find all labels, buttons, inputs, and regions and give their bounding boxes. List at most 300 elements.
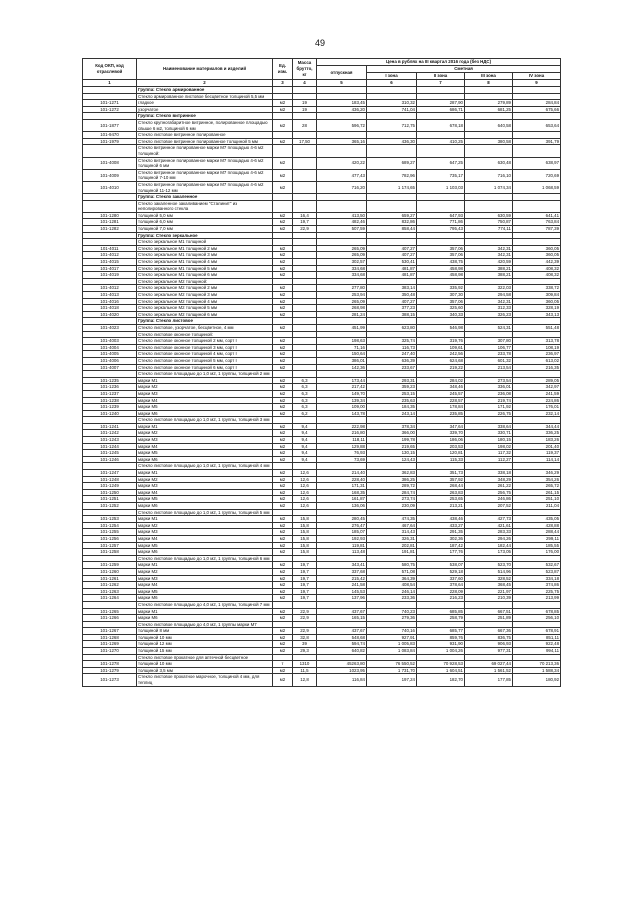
row-code: 101-1251: [83, 496, 137, 503]
row-price-zone-4: 201,40: [513, 443, 561, 450]
row-code: [83, 87, 137, 94]
row-name: Стекло зеркальное М1 толщиной 4 мм: [137, 259, 273, 266]
row-unit: м2: [273, 384, 293, 391]
row-unit: м2: [273, 648, 293, 655]
row-price-release: 136,06: [317, 503, 367, 510]
row-unit: м2: [273, 529, 293, 536]
row-price-zone-4: 360,05: [513, 245, 561, 252]
table-row: [83, 628, 561, 635]
row-mass: [293, 338, 317, 345]
row-price-release: 437,67: [317, 628, 367, 635]
row-price-zone-4: 338,72: [513, 285, 561, 292]
row-mass: 39: [293, 641, 317, 648]
row-price-zone-3: 171,92: [465, 404, 513, 411]
row-mass: [293, 351, 317, 358]
row-unit: [273, 463, 293, 470]
row-code: 101-1269: [83, 641, 137, 648]
row-unit: м2: [273, 496, 293, 503]
table-row: [83, 535, 561, 542]
row-name: Стекло витринное полированное марки М7 площадью 4-6 м2 толщиной 11-12 мм: [137, 181, 273, 193]
row-price-zone-3: [465, 278, 513, 285]
row-name: марки М4: [137, 489, 273, 496]
row-price-release: 451,99: [317, 324, 367, 331]
row-unit: [273, 132, 293, 139]
row-price-release: 1023,95: [317, 667, 367, 674]
row-price-zone-1: [367, 194, 417, 201]
row-price-zone-1: 230,09: [367, 503, 417, 510]
row-code: 101-4006: [83, 357, 137, 364]
row-code: 101-1250: [83, 489, 137, 496]
row-mass: 15,8: [293, 542, 317, 549]
table-row: [83, 265, 561, 272]
row-price-release: [317, 132, 367, 139]
row-price-zone-2: [417, 278, 465, 285]
row-price-zone-4: 213,99: [513, 595, 561, 602]
row-mass: [293, 298, 317, 305]
row-mass: [293, 331, 317, 338]
row-price-zone-2: 109,61: [417, 344, 465, 351]
row-code: 101-1235: [83, 377, 137, 384]
row-price-zone-2: 410,25: [417, 138, 465, 145]
row-price-zone-4: 211,04: [513, 503, 561, 510]
row-price-zone-3: 524,31: [465, 324, 513, 331]
row-code: 101-4005: [83, 351, 137, 358]
row-price-zone-4: 1 068,59: [513, 181, 561, 193]
row-price-zone-4: 108,19: [513, 344, 561, 351]
table-row: [83, 331, 561, 338]
row-price-zone-1: 233,67: [367, 364, 417, 371]
row-unit: [273, 194, 293, 201]
row-price-zone-1: [367, 654, 417, 661]
row-price-zone-1: 243,14: [367, 410, 417, 417]
row-price-zone-4: 344,44: [513, 423, 561, 430]
row-name: марки М2: [137, 568, 273, 575]
row-mass: 19,7: [293, 582, 317, 589]
row-price-zone-3: 180,15: [465, 437, 513, 444]
row-price-zone-3: 348,29: [465, 476, 513, 483]
row-mass: [293, 245, 317, 252]
row-unit: м2: [273, 615, 293, 622]
table-row: [83, 226, 561, 233]
row-price-zone-1: [367, 331, 417, 338]
row-price-zone-2: [417, 654, 465, 661]
row-code: [83, 509, 137, 516]
row-price-zone-3: [465, 509, 513, 516]
row-name: марки М6: [137, 615, 273, 622]
row-price-zone-2: 348,46: [417, 384, 465, 391]
row-price-zone-1: [367, 371, 417, 378]
row-price-release: 280,45: [317, 516, 367, 523]
row-price-release: 640,82: [317, 648, 367, 655]
row-code: [83, 463, 137, 470]
group-row: [83, 232, 561, 239]
row-mass: 1310: [293, 661, 317, 668]
row-price-zone-3: 630,48: [465, 157, 513, 169]
row-name: Стекло листовое оконное толщиной 6 мм, сорт I: [137, 364, 273, 371]
row-mass: 19: [293, 106, 317, 113]
row-price-zone-1: 858,44: [367, 226, 417, 233]
table-body: [83, 87, 561, 687]
table-row: [83, 417, 561, 424]
row-code: [83, 145, 137, 157]
row-unit: м2: [273, 138, 293, 145]
row-price-zone-2: 302,36: [417, 535, 465, 542]
row-price-zone-1: 467,64: [367, 522, 417, 529]
row-mass: [293, 555, 317, 562]
row-unit: м2: [273, 157, 293, 169]
row-unit: м2: [273, 298, 293, 305]
row-mass: 19,7: [293, 219, 317, 226]
table-row: [83, 615, 561, 622]
row-unit: м2: [273, 437, 293, 444]
row-price-zone-2: 337,60: [417, 575, 465, 582]
row-name: Стекло листовое оконное толщиной 2 мм, сорт I: [137, 338, 273, 345]
table-row: [83, 364, 561, 371]
row-price-zone-4: [513, 509, 561, 516]
row-price-zone-4: 261,15: [513, 489, 561, 496]
table-row: [83, 298, 561, 305]
row-unit: м2: [273, 404, 293, 411]
row-name: марки М4: [137, 397, 273, 404]
row-price-zone-4: 328,19: [513, 305, 561, 312]
row-price-zone-1: 279,36: [367, 615, 417, 622]
row-name: марки М1: [137, 562, 273, 569]
row-price-zone-3: [465, 601, 513, 608]
table-row: [83, 588, 561, 595]
row-price-release: 113,48: [317, 549, 367, 556]
row-price-zone-2: [417, 318, 465, 325]
row-code: 101-1245: [83, 450, 137, 457]
row-price-zone-3: 342,31: [465, 252, 513, 259]
table-row: [83, 634, 561, 641]
row-price-release: 137,96: [317, 595, 367, 602]
row-mass: [293, 654, 317, 661]
row-name: Стекло листовое витринное полированное: [137, 132, 273, 139]
row-price-zone-2: [417, 331, 465, 338]
row-price-zone-4: 787,39: [513, 226, 561, 233]
row-unit: [273, 93, 293, 100]
row-price-zone-2: 529,18: [417, 568, 465, 575]
row-price-zone-2: 228,09: [417, 588, 465, 595]
row-code: 101-1273: [83, 674, 137, 686]
row-price-release: 281,24: [317, 311, 367, 318]
row-code: [83, 278, 137, 285]
table-row: [83, 157, 561, 169]
row-price-zone-2: 213,21: [417, 503, 465, 510]
row-price-zone-2: [417, 239, 465, 246]
row-price-zone-3: [465, 194, 513, 201]
row-name: Стекло закаленное закаливанием "Сталинит" из неполированного стекла: [137, 200, 273, 212]
row-code: 101-1272: [83, 106, 137, 113]
colnum: 5: [317, 80, 367, 87]
row-price-zone-4: 289,05: [513, 377, 561, 384]
row-mass: 6,3: [293, 404, 317, 411]
row-price-release: 365,16: [317, 138, 367, 145]
row-name: марки М3: [137, 483, 273, 490]
row-price-zone-2: 335,92: [417, 285, 465, 292]
row-unit: м2: [273, 575, 293, 582]
row-price-zone-1: 408,54: [367, 582, 417, 589]
table-row: [83, 272, 561, 279]
row-price-release: 183,45: [317, 100, 367, 107]
header-mass: Масса брутто, кг: [293, 59, 317, 80]
row-code: [83, 113, 137, 120]
row-mass: [293, 169, 317, 181]
row-name: толщиной 7,0 мм: [137, 226, 273, 233]
row-price-release: 165,15: [317, 615, 367, 622]
row-price-zone-4: 428,88: [513, 522, 561, 529]
row-price-zone-1: [367, 132, 417, 139]
row-price-zone-4: [513, 239, 561, 246]
row-mass: [293, 200, 317, 212]
row-price-release: 119,81: [317, 542, 367, 549]
row-price-release: [317, 200, 367, 212]
row-unit: [273, 239, 293, 246]
row-price-zone-3: [465, 371, 513, 378]
header-zone-3: III зона: [465, 73, 513, 80]
row-price-zone-1: 350,48: [367, 292, 417, 299]
table-row: [83, 212, 561, 219]
row-price-zone-3: [465, 132, 513, 139]
row-mass: [293, 292, 317, 299]
row-code: [83, 239, 137, 246]
row-price-zone-4: [513, 93, 561, 100]
row-price-zone-3: 1 561,52: [465, 667, 513, 674]
row-price-zone-3: [465, 621, 513, 628]
row-price-zone-3: [465, 318, 513, 325]
table-row: [83, 608, 561, 615]
row-price-zone-3: [465, 113, 513, 120]
row-price-zone-2: [417, 132, 465, 139]
row-code: 101-1263: [83, 588, 137, 595]
row-code: 101-1256: [83, 535, 137, 542]
row-price-release: 116,84: [317, 674, 367, 686]
row-price-zone-2: 186,06: [417, 437, 465, 444]
row-price-release: 420,22: [317, 157, 367, 169]
row-code: 101-1257: [83, 542, 137, 549]
row-price-zone-2: 228,57: [417, 397, 465, 404]
table-row: [83, 239, 561, 246]
row-price-release: [317, 621, 367, 628]
table-row: [83, 344, 561, 351]
table-row: [83, 181, 561, 193]
row-name: марки М5: [137, 588, 273, 595]
row-name: толщиной 10 мм: [137, 634, 273, 641]
row-price-zone-1: 246,14: [367, 588, 417, 595]
row-price-zone-3: 322,03: [465, 285, 513, 292]
row-price-zone-3: 338,18: [465, 470, 513, 477]
row-price-release: 45263,80: [317, 661, 367, 668]
row-mass: [293, 305, 317, 312]
table-row: [83, 483, 561, 490]
row-price-release: [317, 654, 367, 661]
row-price-zone-1: 689,27: [367, 157, 417, 169]
row-name: Стекло зеркальное М2 толщиной 3 мм: [137, 292, 273, 299]
row-mass: 15,8: [293, 529, 317, 536]
row-name: Стекло витринное полированное марки М7 площадью 4-6 м2 толщиной:: [137, 145, 273, 157]
row-price-zone-2: [417, 417, 465, 424]
row-code: 101-1281: [83, 219, 137, 226]
row-price-zone-4: [513, 601, 561, 608]
row-price-zone-1: 741,04: [367, 106, 417, 113]
row-code: 101-1242: [83, 430, 137, 437]
row-unit: [273, 621, 293, 628]
row-name: марки М3: [137, 575, 273, 582]
row-price-zone-4: 180,92: [513, 674, 561, 686]
row-mass: [293, 371, 317, 378]
row-price-zone-3: 342,31: [465, 245, 513, 252]
row-unit: [273, 87, 293, 94]
row-price-zone-1: 130,15: [367, 450, 417, 457]
row-price-zone-2: 340,33: [417, 311, 465, 318]
row-price-zone-4: 551,48: [513, 324, 561, 331]
row-price-zone-1: 364,39: [367, 575, 417, 582]
table-row: [83, 568, 561, 575]
row-price-zone-4: 225,75: [513, 588, 561, 595]
row-price-zone-1: 659,27: [367, 212, 417, 219]
row-code: 101-1252: [83, 503, 137, 510]
row-price-release: 192,93: [317, 535, 367, 542]
row-unit: [273, 371, 293, 378]
row-name: Стекло зеркальное М1 толщиной 3 мм: [137, 252, 273, 259]
row-mass: 9,4: [293, 443, 317, 450]
row-price-zone-1: 253,15: [367, 390, 417, 397]
row-name: Стекло зеркальное М1 толщиной: [137, 239, 273, 246]
row-name: толщиной 3,5 мм: [137, 667, 273, 674]
row-price-zone-2: [417, 113, 465, 120]
table-row: [83, 397, 561, 404]
row-price-zone-2: 771,86: [417, 219, 465, 226]
row-price-zone-1: 293,31: [367, 377, 417, 384]
row-mass: 19,7: [293, 595, 317, 602]
row-unit: [273, 113, 293, 120]
row-price-zone-1: 362,83: [367, 470, 417, 477]
table-row: [83, 516, 561, 523]
table-row: [83, 371, 561, 378]
row-price-zone-4: 442,39: [513, 259, 561, 266]
header-zone-1: I зона: [367, 73, 417, 80]
header-code: Код ОКП, код отраслевой: [83, 59, 137, 80]
row-mass: [293, 181, 317, 193]
row-price-zone-3: 207,52: [465, 503, 513, 510]
row-price-zone-2: [417, 200, 465, 212]
colnum: 6: [367, 80, 417, 87]
colnum: 1: [83, 80, 137, 87]
header-zone-2: II зона: [417, 73, 465, 80]
table-row: [83, 562, 561, 569]
row-price-release: [317, 331, 367, 338]
row-name: марки М5: [137, 404, 273, 411]
row-price-zone-4: 288,44: [513, 529, 561, 536]
row-mass: 19,7: [293, 568, 317, 575]
row-price-zone-4: [513, 318, 561, 325]
row-price-zone-4: 641,41: [513, 212, 561, 219]
row-price-zone-2: 70 928,53: [417, 661, 465, 668]
row-unit: м2: [273, 305, 293, 312]
row-unit: м2: [273, 535, 293, 542]
row-price-zone-3: 312,33: [465, 305, 513, 312]
row-price-zone-1: 273,74: [367, 496, 417, 503]
row-code: 101-4009: [83, 169, 137, 181]
row-price-zone-1: 407,27: [367, 252, 417, 259]
row-mass: [293, 87, 317, 94]
row-unit: м2: [273, 351, 293, 358]
row-price-release: [317, 555, 367, 562]
row-price-release: [317, 194, 367, 201]
row-price-zone-3: [465, 417, 513, 424]
row-price-release: [317, 239, 367, 246]
row-price-zone-3: 523,70: [465, 562, 513, 569]
row-code: 101-4017: [83, 265, 137, 272]
row-price-zone-3: 906,93: [465, 641, 513, 648]
row-price-release: 277,80: [317, 285, 367, 292]
row-price-release: 386,01: [317, 357, 367, 364]
table-row: [83, 292, 561, 299]
row-code: 101-4015: [83, 259, 137, 266]
table-row: [83, 443, 561, 450]
table-row: [83, 503, 561, 510]
row-price-release: [317, 278, 367, 285]
row-price-zone-4: 653,64: [513, 119, 561, 131]
row-price-release: 548,68: [317, 634, 367, 641]
row-unit: м2: [273, 549, 293, 556]
row-mass: 12,6: [293, 496, 317, 503]
row-mass: 15,8: [293, 516, 317, 523]
row-price-release: 436,20: [317, 106, 367, 113]
row-mass: [293, 93, 317, 100]
row-price-zone-2: 357,06: [417, 245, 465, 252]
table-row: [83, 496, 561, 503]
row-code: 101-1244: [83, 443, 137, 450]
row-code: 101-4018: [83, 305, 137, 312]
row-price-zone-4: 638,97: [513, 157, 561, 169]
row-code: [83, 555, 137, 562]
group-row: [83, 113, 561, 120]
row-unit: м2: [273, 226, 293, 233]
row-price-release: [317, 93, 367, 100]
row-unit: [273, 145, 293, 157]
row-price-zone-3: [465, 200, 513, 212]
row-price-zone-4: [513, 417, 561, 424]
row-price-zone-3: [465, 232, 513, 239]
row-price-zone-4: 408,32: [513, 272, 561, 279]
row-price-release: 73,69: [317, 456, 367, 463]
row-price-zone-1: 436,30: [367, 138, 417, 145]
row-code: 101-1270: [83, 648, 137, 655]
row-price-zone-4: 532,67: [513, 562, 561, 569]
row-price-release: 413,50: [317, 212, 367, 219]
row-price-zone-3: 750,87: [465, 219, 513, 226]
row-price-zone-2: 235,85: [417, 410, 465, 417]
row-name: Стекло листовое оконное толщиной 3 мм, сорт I: [137, 344, 273, 351]
row-price-zone-2: 242,56: [417, 351, 465, 358]
row-unit: м2: [273, 628, 293, 635]
row-price-release: 185,07: [317, 529, 367, 536]
row-price-release: 168,35: [317, 489, 367, 496]
row-price-zone-4: 435,05: [513, 516, 561, 523]
row-price-zone-2: 438,75: [417, 259, 465, 266]
row-price-zone-1: 530,41: [367, 259, 417, 266]
row-name: Стекло зеркальное М1 толщиной 5 мм: [137, 265, 273, 272]
row-price-zone-2: 263,83: [417, 489, 465, 496]
row-price-zone-4: 851,11: [513, 634, 561, 641]
row-price-zone-2: 291,35: [417, 529, 465, 536]
row-name: Группа: Стекло армированное: [137, 87, 273, 94]
row-price-release: 302,57: [317, 259, 367, 266]
row-unit: м2: [273, 582, 293, 589]
row-mass: 9,4: [293, 456, 317, 463]
row-name: толщиной 15 мм: [137, 648, 273, 655]
